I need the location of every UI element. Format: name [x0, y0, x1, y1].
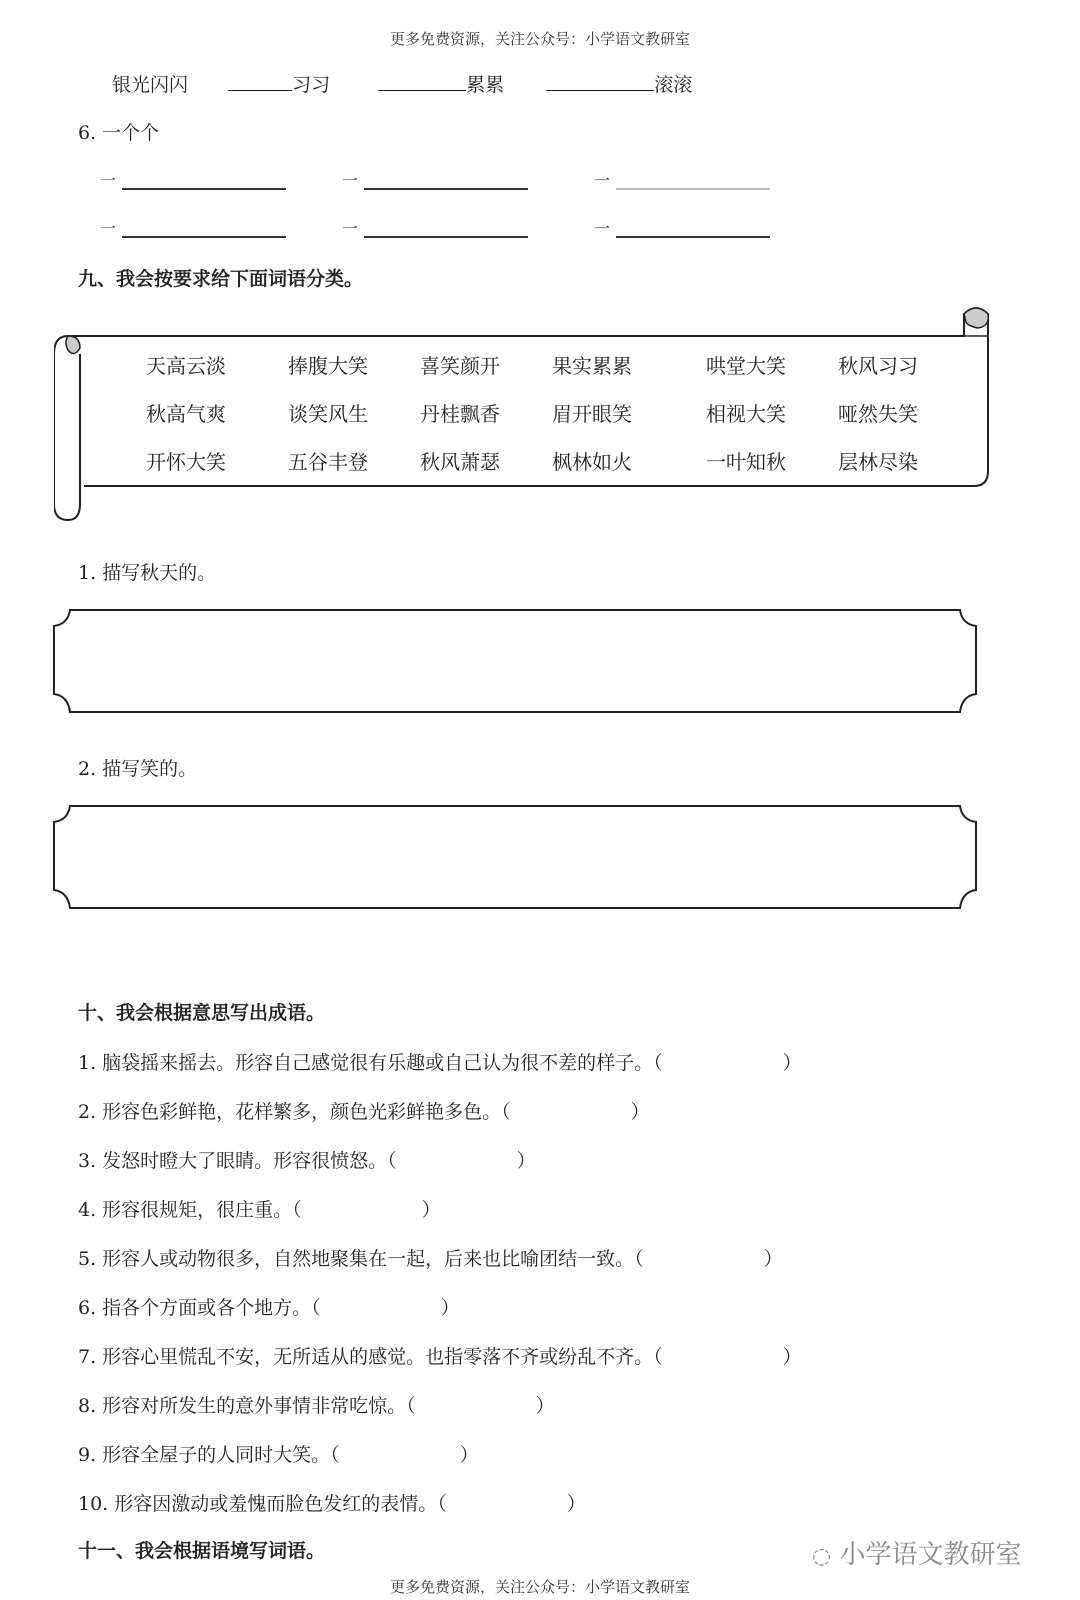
idiom-word: 五谷丰登 [288, 450, 368, 474]
idiom-word: 枫林如火 [552, 450, 632, 474]
idiom-question [78, 1391, 555, 1418]
page-footer: 更多免费资源，关注公众号：小学语文教研室 [389, 1578, 690, 1596]
answer-blank[interactable] [228, 89, 292, 91]
dash-prefix: 一 [342, 171, 359, 190]
question-6-label: 6. 一个个 [78, 122, 160, 144]
idiom-question [78, 1440, 479, 1467]
close-paren: ） [566, 1493, 586, 1515]
idiom-word: 捧腹大笑 [288, 354, 368, 378]
example-word: 银光闪闪 [112, 74, 189, 96]
section-10-title: 十、我会根据意思写出成语。 [78, 1002, 326, 1024]
wechat-watermark [812, 1534, 1021, 1571]
close-paren: ） [763, 1248, 783, 1270]
close-paren: ） [459, 1444, 479, 1466]
dash-prefix: 一 [342, 219, 359, 238]
idiom-word: 一叶知秋 [706, 450, 786, 474]
question-text: 7. 形容心里慌乱不安，无所适从的感觉。也指零落不齐或纷乱不齐。（ [78, 1346, 663, 1368]
idiom-question [78, 1293, 460, 1320]
idiom-question [78, 1342, 802, 1369]
dash-prefix: 一 [100, 219, 117, 238]
dash-prefix: 一 [594, 171, 611, 190]
answer-line[interactable] [122, 236, 286, 238]
answer-line[interactable] [616, 188, 770, 190]
answer-line[interactable] [364, 236, 528, 238]
reduplicated-words-row [112, 70, 692, 97]
word-suffix: 习习 [292, 74, 331, 96]
idiom-question [78, 1195, 441, 1222]
idiom-word: 相视大笑 [706, 402, 786, 426]
idiom-word: 开怀大笑 [146, 450, 226, 474]
close-paren: ） [782, 1346, 802, 1368]
question-text: 2. 形容色彩鲜艳，花样繁多，颜色光彩鲜艳多色。（ [78, 1101, 511, 1123]
answer-box-laugh[interactable] [52, 804, 978, 910]
idiom-word: 层林尽染 [838, 450, 918, 474]
question-text: 4. 形容很规矩，很庄重。（ [78, 1199, 302, 1221]
question-text: 3. 发怒时瞪大了眼睛。形容很愤怒。（ [78, 1150, 397, 1172]
watermark-text: 小学语文教研室 [839, 1540, 1022, 1570]
answer-box-autumn[interactable] [52, 608, 978, 714]
idiom-word: 喜笑颜开 [420, 354, 500, 378]
close-paren: ） [782, 1052, 802, 1074]
question-text: 10. 形容因激动或羞愧而脸色发红的表情。（ [78, 1493, 447, 1515]
close-paren: ） [440, 1297, 460, 1319]
idiom-word: 秋高气爽 [146, 402, 226, 426]
answer-blank[interactable] [378, 89, 466, 91]
idiom-word: 天高云淡 [146, 354, 226, 378]
word-suffix: 累累 [466, 74, 505, 96]
answer-blank[interactable] [546, 89, 654, 91]
idiom-question [78, 1097, 650, 1124]
idiom-word: 眉开眼笑 [552, 402, 632, 426]
question-text: 8. 形容对所发生的意外事情非常吃惊。（ [78, 1395, 416, 1417]
question-text: 9. 形容全屋子的人同时大笑。（ [78, 1444, 340, 1466]
idiom-word: 丹桂飘香 [420, 402, 500, 426]
idiom-word: 秋风习习 [838, 354, 918, 378]
question-text: 1. 脑袋摇来摇去。形容自己感觉很有乐趣或自己认为很不差的样子。（ [78, 1052, 663, 1074]
idiom-word: 哑然失笑 [838, 402, 918, 426]
idiom-word: 秋风萧瑟 [420, 450, 500, 474]
word-suffix: 滚滚 [654, 74, 693, 96]
sub-question-autumn: 1. 描写秋天的。 [78, 562, 217, 584]
idiom-question [78, 1489, 586, 1516]
idiom-question [78, 1146, 536, 1173]
answer-line[interactable] [364, 188, 528, 190]
idiom-word: 谈笑风生 [288, 402, 368, 426]
wechat-icon: ◌ [812, 1544, 832, 1569]
idiom-word: 哄堂大笑 [706, 354, 786, 378]
section-9-title: 九、我会按要求给下面词语分类。 [78, 268, 364, 290]
close-paren: ） [630, 1101, 650, 1123]
sub-question-laugh: 2. 描写笑的。 [78, 758, 198, 780]
dash-prefix: 一 [594, 219, 611, 238]
answer-line[interactable] [616, 236, 770, 238]
question-text: 5. 形容人或动物很多，自然地聚集在一起，后来也比喻团结一致。（ [78, 1248, 644, 1270]
close-paren: ） [421, 1199, 441, 1221]
close-paren: ） [535, 1395, 555, 1417]
page-header: 更多免费资源，关注公众号：小学语文教研室 [389, 30, 690, 48]
dash-prefix: 一 [100, 171, 117, 190]
close-paren: ） [516, 1150, 536, 1172]
question-text: 6. 指各个方面或各个地方。（ [78, 1297, 321, 1319]
answer-line[interactable] [122, 188, 286, 190]
idiom-question [78, 1048, 802, 1075]
idiom-word: 果实累累 [552, 354, 632, 378]
idiom-question [78, 1244, 783, 1271]
section-11-title: 十一、我会根据语境写词语。 [78, 1540, 326, 1562]
